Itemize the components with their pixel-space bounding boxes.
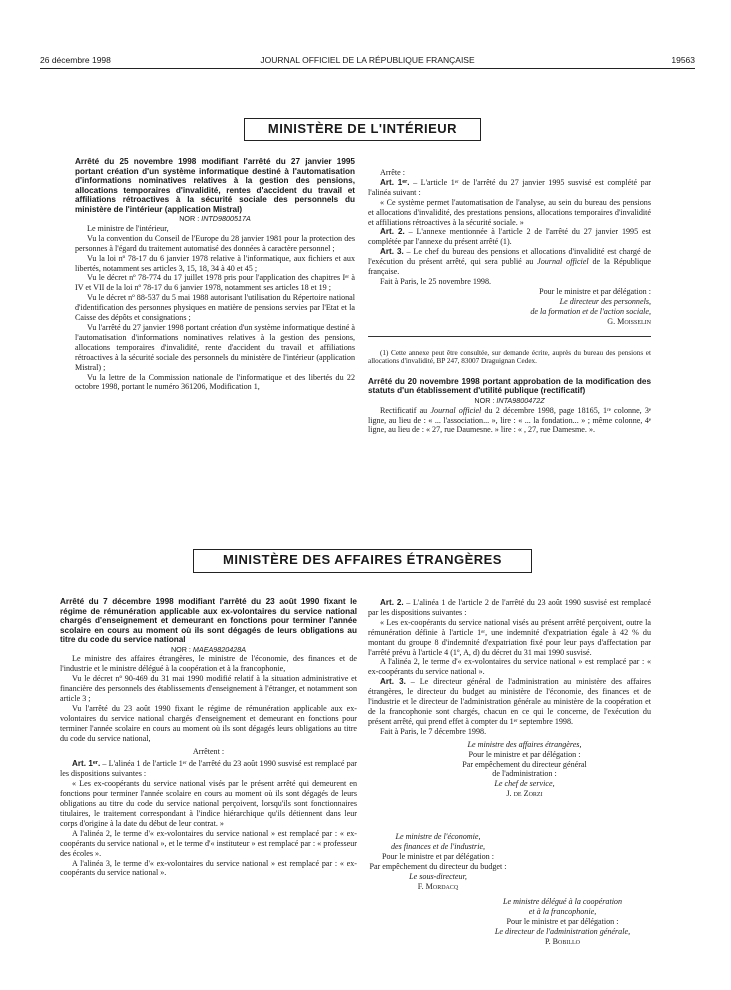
column-left-interieur (75, 157, 355, 392)
article-text: – Le chef du bureau des pensions et allocations d'invalidité est chargé de l'exécution du présent arrêté, qui sera publié au (368, 247, 651, 267)
paragraph: Vu la lettre de la Commission nationale de l'informatique et des libertés du 22 octobre 1998, portant le numéro 361206, Modification 1, (75, 372, 355, 392)
signature-block-economie (358, 832, 518, 891)
journal-name: Journal officiel (537, 257, 589, 267)
arrete-title: Arrêté du 25 novembre 1998 modifiant l'arrêté du 27 janvier 1995 portant création d'un système informatique destiné à l'automatisation d'informations nominatives relatives à la gestion des pensions, allocations temporaires d'invalidité, rentes d'accident du travail et affiliations rétroactives à la sécurité sociale des personnels du ministère de l'intérieur (application Mistral) (75, 157, 355, 214)
arretent-verb: Arrêtent : (192, 746, 225, 756)
nor-label: NOR : (179, 214, 200, 223)
signature-line: Le ministre de l'économie, (395, 832, 481, 841)
article-text: – Le directeur général de l'administration au ministère des affaires étrangères, le directeur du budget au ministère de l'économie, des finances et de l'industrie et le directeur de l'administration générale au ministère de la coopération et de la francophonie sont chargés, chacun en ce qui le concerne, de l'exécution du présent arrêté, qui prend effet à compter du 1ᵉʳ septembre 1998. (368, 677, 651, 726)
nor-code: MAEA9820428A (192, 644, 247, 654)
signature-title: de la formation et de l'action sociale, (530, 306, 651, 316)
article-3 (368, 247, 651, 277)
section-banner-interieur (244, 118, 481, 141)
article-3 (368, 677, 651, 727)
banner-label: MINISTÈRE DE L'INTÉRIEUR (267, 121, 458, 136)
banner-label: MINISTÈRE DES AFFAIRES ÉTRANGÈRES (223, 552, 502, 567)
article-label: Art. 1ᵉʳ. (380, 177, 410, 187)
nor-label: NOR : (474, 395, 495, 405)
article-text: – L'annexe mentionnée à l'article 2 de l'arrêté du 27 janvier 1995 est complétée par l'annexe du présent arrêté (1). (368, 227, 651, 247)
paragraph: Vu l'arrêté du 27 janvier 1998 portant création d'un système informatique destiné à l'automatisation d'informations nominatives relatives à la gestion des pensions, allocations temporaires d'invalidité, rente d'accident du travail et affiliations rétroactives à la sécurité sociale des personnels du ministère de l'intérieur (application Mistral) ; (75, 322, 355, 372)
signatory-name: P. Bobillo (544, 936, 581, 946)
column-right-interieur (368, 168, 651, 435)
paragraph: A l'alinéa 3, le terme d'« ex-volontaires du service national » est remplacé par : « ex-coopérants du service national ». (60, 858, 357, 878)
article-text-end: de la République française. (368, 257, 651, 277)
header-rule (40, 68, 695, 69)
paragraph: Le ministre de l'intérieur, (87, 223, 169, 233)
fait-a-paris: Fait à Paris, le 7 décembre 1998. (380, 726, 487, 736)
fait-a-paris: Fait à Paris, le 25 novembre 1998. (380, 276, 492, 286)
text-fragment: du 2 décembre 1998, page 18165, 1ʳᵉ colonne, 3ᵉ ligne, au lieu de : « ... l'association... », lire : « ... la fondation... » ; même colonne, 4ᵉ ligne, au lieu de : « 27, rue Daumesne. » lire : « , 27, rue Damesme. ». (368, 405, 652, 435)
paragraph: Vu le décret nº 88-537 du 5 mai 1988 autorisant l'utilisation du Répertoire national d'identification des personnes physiques en matière de pensions servies par l'Etat et la Caisse des dépôts et consignations ; (75, 293, 355, 323)
signature-line: de l'administration : (492, 769, 557, 779)
paragraph: A l'alinéa 2, le terme d'« ex-volontaires du service national » est remplacé par : « ex-coopérants du service national », et le terme d'« instituteur » est remplacé par : « professeur des écoles ». (60, 828, 357, 858)
signature-line: Pour le ministre et par délégation : (506, 916, 619, 926)
paragraph: Vu la convention du Conseil de l'Europe du 28 janvier 1981 pour la protection des personnes à l'égard du traitement automatisé des données à caractère personnel ; (75, 233, 355, 253)
signature-line: des finances et de l'industrie, (390, 841, 486, 851)
article-1 (60, 759, 357, 779)
signature-line: Le sous-directeur, (409, 871, 467, 881)
footnote-rule (368, 336, 651, 337)
signatory-name: G. Moisselin (607, 316, 651, 326)
signature-line: Le ministre délégué à la coopération (502, 897, 623, 906)
nor-label: NOR : (170, 644, 191, 654)
journal-name: Journal officiel (430, 405, 482, 415)
signatory-name: F. Mordacq (417, 881, 459, 891)
page-header (40, 55, 695, 69)
signature-line: Le directeur de l'administration générale, (494, 926, 631, 936)
paragraph: Vu le décret nº 90-469 du 31 mai 1990 modifié relatif à la situation administrative et financière des personnels des établissements d'enseignement à l'étranger, et notamment son article 3 ; (60, 674, 357, 704)
signature-block-affaires-etrangeres (398, 740, 651, 799)
header-page-number: 19563 (671, 55, 695, 65)
signature-title: Le directeur des personnels, (559, 296, 651, 306)
paragraph: Vu l'arrêté du 23 août 1990 fixant le régime de rémunération applicable aux ex-volontaires du service national chargés d'enseignement et demeurant en fonctions pour terminer l'année scolaire en cours au moment où ils sont dégagés leurs obligations au titre du code du service national, (60, 703, 357, 743)
signatory-name: J. de Zorzi (506, 789, 543, 799)
column-left-affaires-etrangeres (60, 597, 357, 878)
nor-code: INTD9800517A (201, 214, 251, 223)
article-2 (368, 227, 651, 247)
article-1 (368, 178, 651, 198)
header-journal-title: JOURNAL OFFICIEL DE LA RÉPUBLIQUE FRANÇAISE (260, 55, 475, 65)
article-text: – L'alinéa 1 de l'article 2 de l'arrêté du 23 août 1990 susvisé est remplacé par les dispositions suivantes : (368, 598, 651, 617)
signature-line: Pour le ministre et par délégation : (539, 286, 651, 296)
nor-reference (60, 645, 357, 655)
signature-block-cooperation (470, 897, 655, 947)
article-text: – L'alinéa 1 de l'article 1ᵉʳ de l'arrêté du 23 août 1990 susvisé est remplacé par les dispositions suivantes : (60, 759, 357, 779)
article-label: Art. 1ᵉʳ. (72, 759, 101, 769)
signature-line: et à la francophonie, (528, 906, 597, 916)
rectificatif-text (368, 406, 651, 436)
article-2-quote: « Les ex-coopérants du service national visés au présent arrêté perçoivent, outre la rémunération définie à l'article 1ᵉʳ, une indemnité d'expatriation égale à 42 % du montant du groupe 8 d'indemnité d'expatriation fixé pour leur pays d'affectation par l'arrêté prévu à l'article 4 (1º, A, d) du décret du 31 mai 1990 susvisé. (368, 617, 651, 657)
signature-line: Le chef de service, (494, 779, 555, 789)
signature-line: Pour le ministre et par délégation : (382, 851, 494, 861)
signature-line: Par empêchement du directeur général (462, 759, 587, 769)
column-right-affaires-etrangeres (368, 598, 651, 799)
article-2 (368, 598, 651, 618)
paragraph: A l'alinéa 2, le terme d'« ex-volontaires du service national » est remplacé par : « ex-coopérants du service national ». (368, 657, 651, 677)
paragraph: Vu le décret nº 78-774 du 17 juillet 1978 pris pour l'application des chapitres Iᵉʳ à IV et VII de la loi nº 78-17 du 6 janvier 1978, notamment ses articles 18 et 19 ; (75, 273, 355, 293)
signature-line: Par empêchement du directeur du budget : (369, 861, 507, 871)
article-label: Art. 3. (380, 677, 406, 687)
footnote: (1) Cette annexe peut être consultée, sur demande écrite, auprès du bureau des pensions et allocations d'invalidité, BP 247, 83007 Draguignan Cedex. (368, 348, 651, 366)
signature-line: Le ministre des affaires étrangères, (467, 739, 582, 749)
arrete-title: Arrêté du 20 novembre 1998 portant approbation de la modification des statuts d'un établissement d'utilité publique (rectificatif) (368, 376, 651, 396)
article-label: Art. 2. (380, 598, 404, 607)
paragraph: Vu la loi nº 78-17 du 6 janvier 1978 relative à l'informatique, aux fichiers et aux libertés, notamment ses articles 3, 15, 18, 34 à 40 et 45 ; (75, 253, 355, 273)
signature-line: Pour le ministre et par délégation : (468, 749, 581, 759)
nor-reference (368, 396, 651, 406)
nor-code: INTA9800472Z (496, 395, 545, 405)
section-banner-affaires-etrangeres (193, 549, 532, 573)
nor-reference (75, 214, 355, 224)
text-fragment: Rectificatif au (380, 405, 431, 415)
article-text: – L'article 1ᵉʳ de l'arrêté du 27 janvier 1995 susvisé est complété par l'alinéa suivant : (368, 177, 651, 197)
paragraph: Le ministre des affaires étrangères, le ministre de l'économie, des finances et de l'industrie et le ministre délégué à la coopération et à la francophonie, (60, 654, 357, 674)
article-label: Art. 2. (380, 227, 405, 237)
article-1-quote: « Ce système permet l'automatisation de l'analyse, au sein du bureau des pensions et allocations d'invalidité, des prestations pensions, allocations temporaires d'invalidité et affiliations rétroactives à la sécurité sociale. » (368, 197, 651, 227)
header-date: 26 décembre 1998 (40, 55, 111, 65)
article-label: Art. 3. (380, 247, 404, 257)
article-1-quote: « Les ex-coopérants du service national visés par le présent arrêté qui demeurent en fonctions pour terminer l'année scolaire en cours au moment où ils sont dégagés de leurs obligations au titre du code du service national perçoivent, lorsqu'ils sont fonctionnaires titulaires, le traitement correspondant à l'indice hiérarchique qu'ils détiennent dans leur corps d'origine à la date du début de leur contrat. » (60, 779, 357, 828)
arrete-verb: Arrête : (380, 168, 405, 177)
arrete-title: Arrêté du 7 décembre 1998 modifiant l'arrêté du 23 août 1990 fixant le régime de rémunération applicable aux ex-volontaires du service national chargés d'enseignement et demeurant en fonctions pour terminer l'année scolaire en cours au moment où ils sont dégagés de leurs obligations au titre du code du service national (60, 597, 357, 644)
